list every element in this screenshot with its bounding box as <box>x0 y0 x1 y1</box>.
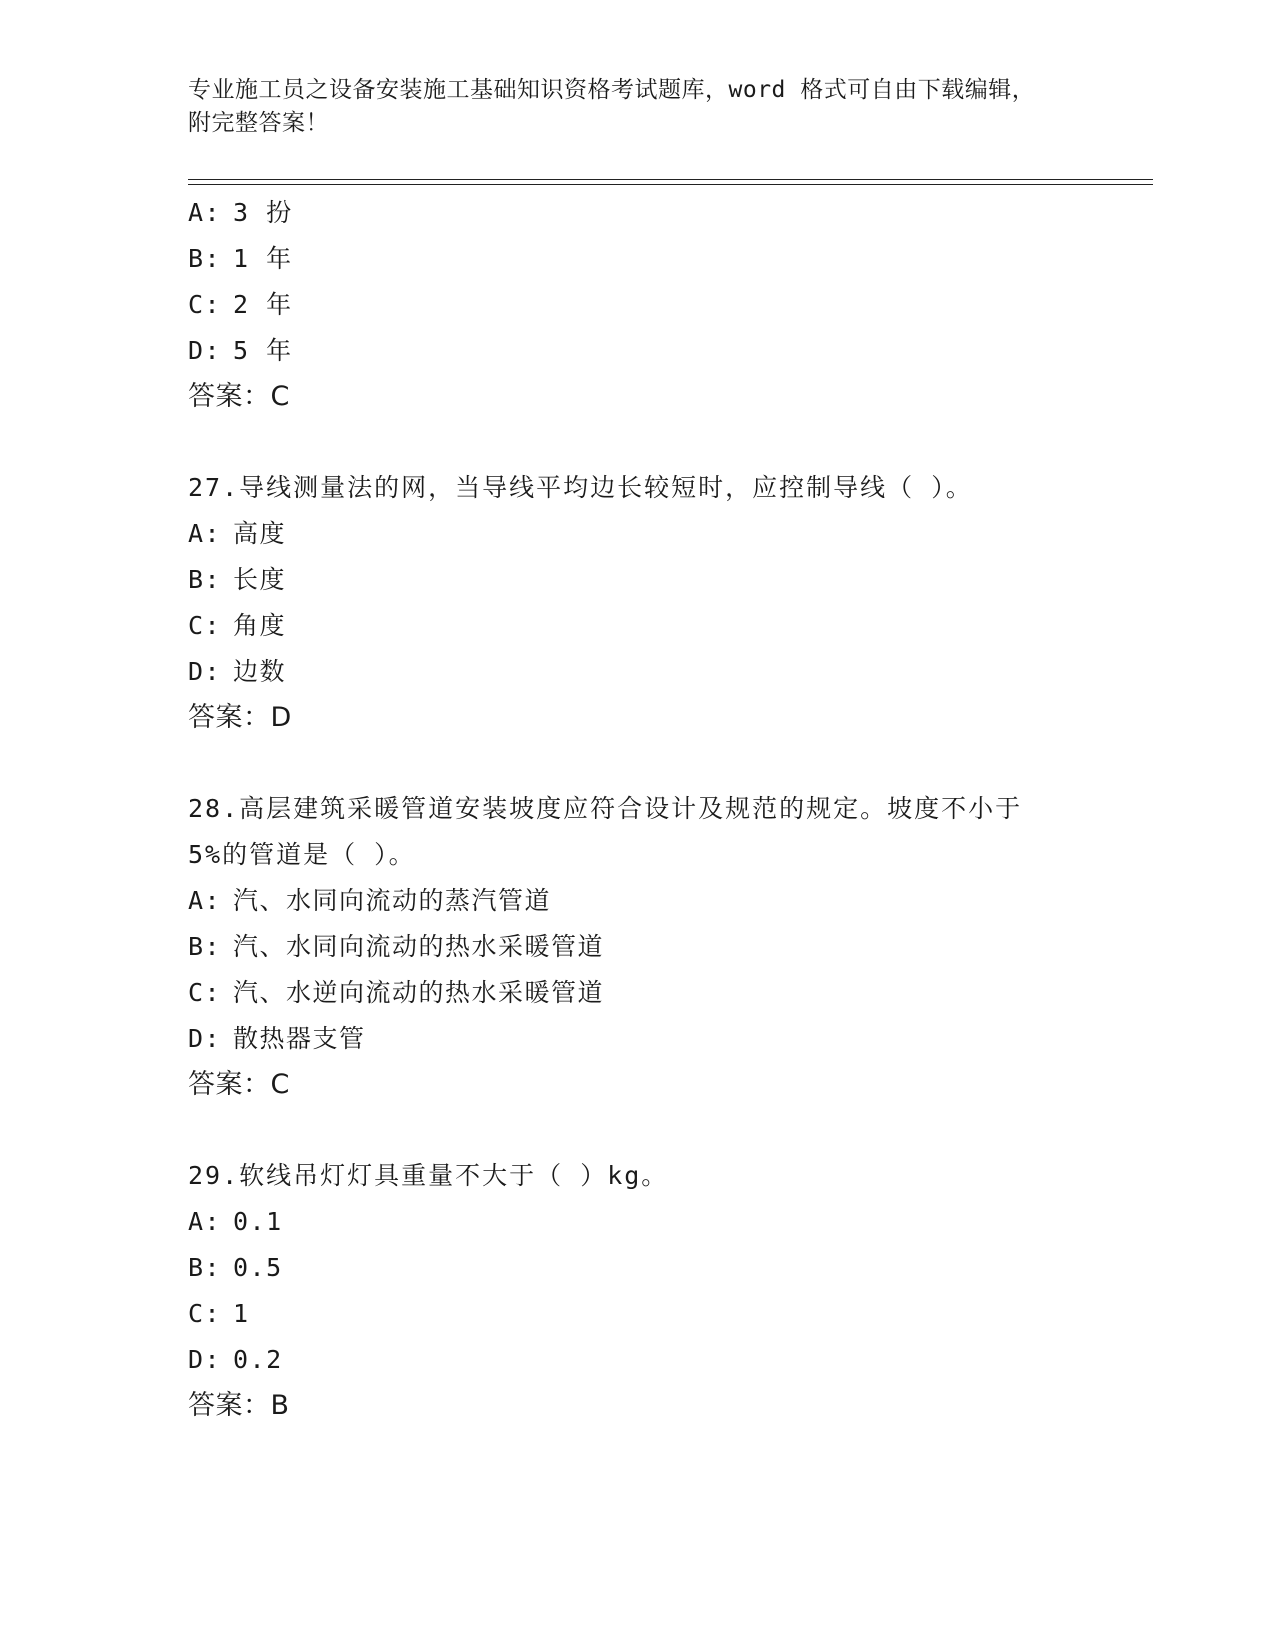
question-29 <box>188 1153 1118 1429</box>
option-d: D: 0.2 <box>188 1345 283 1374</box>
answer-line: 答案：C <box>188 381 290 412</box>
option-d: D: 边数 <box>188 657 287 686</box>
question-list <box>188 190 1118 1429</box>
option-a: A: 3 扮 <box>188 198 293 227</box>
question-stem: 29.软线吊灯灯具重量不大于（ ）kg。 <box>188 1161 669 1190</box>
answer-line: 答案：B <box>188 1390 290 1421</box>
option-d: D: 散热器支管 <box>188 1024 366 1053</box>
question-27 <box>188 465 1118 741</box>
header-divider-top <box>188 179 1153 180</box>
option-c: C: 汽、水逆向流动的热水采暖管道 <box>188 978 605 1007</box>
question-partial <box>188 190 1118 420</box>
option-a: A: 高度 <box>188 519 287 548</box>
option-c: C: 角度 <box>188 611 287 640</box>
header-divider-bottom <box>188 184 1153 185</box>
question-stem-line-1: 28.高层建筑采暖管道安装坡度应符合设计及规范的规定。坡度不小于 <box>188 794 1023 823</box>
option-b: B: 0.5 <box>188 1253 283 1282</box>
answer-line: 答案：D <box>188 702 292 733</box>
option-b: B: 汽、水同向流动的热水采暖管道 <box>188 932 605 961</box>
answer-line: 答案：C <box>188 1069 290 1100</box>
option-b: B: 长度 <box>188 565 287 594</box>
option-a: A: 0.1 <box>188 1207 283 1236</box>
header-line-1: 专业施工员之设备安装施工基础知识资格考试题库，word 格式可自由下载编辑， <box>188 77 1036 103</box>
option-a: A: 汽、水同向流动的蒸汽管道 <box>188 886 552 915</box>
question-28 <box>188 786 1118 1108</box>
option-c: C: 1 <box>188 1299 250 1328</box>
header-line-2: 附完整答案！ <box>188 110 329 136</box>
option-b: B: 1 年 <box>188 244 293 273</box>
question-stem-line-2: 5%的管道是（ ）。 <box>188 840 416 869</box>
question-stem: 27.导线测量法的网，当导线平均边长较短时，应控制导线（ ）。 <box>188 473 973 502</box>
option-d: D: 5 年 <box>188 336 293 365</box>
option-c: C: 2 年 <box>188 290 293 319</box>
document-header <box>188 74 1088 140</box>
